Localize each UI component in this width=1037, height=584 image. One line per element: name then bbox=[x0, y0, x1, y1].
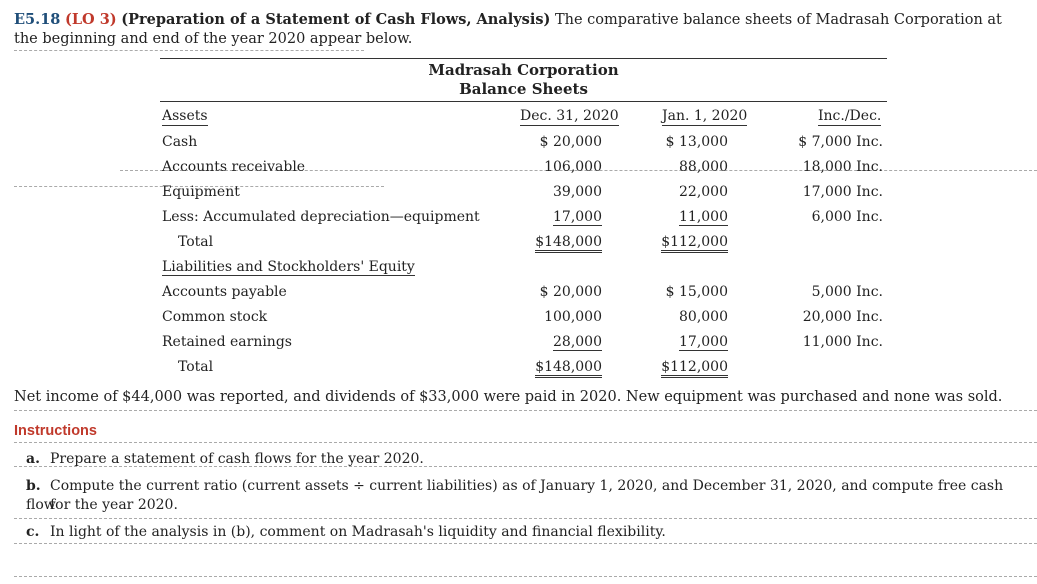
liabilities-heading: Liabilities and Stockholders' Equity bbox=[162, 259, 415, 275]
re-dec: 28,000 bbox=[553, 334, 602, 350]
instruction-c-letter: c. bbox=[26, 524, 40, 540]
instruction-b-text: Compute the current ratio (current assets ÷ current liabilities) as of January 1, 2020, and December 31, 2020, and compute free cash flow bbox=[26, 478, 1004, 513]
divider bbox=[14, 50, 364, 51]
ap-change: 5,000 Inc. bbox=[811, 284, 883, 300]
column-jan-2020: Jan. 1, 2020 bbox=[662, 108, 748, 124]
cs-dec: 100,000 bbox=[544, 309, 602, 325]
divider bbox=[14, 543, 1037, 544]
exercise-heading bbox=[14, 10, 1024, 49]
equipment-jan: 22,000 bbox=[679, 184, 728, 200]
instruction-a bbox=[26, 450, 424, 469]
ar-change: 18,000 Inc. bbox=[802, 159, 883, 175]
liabilities-total-dec: $148,000 bbox=[500, 359, 602, 375]
liabilities-total-jan: $112,000 bbox=[640, 359, 728, 375]
assets-total-jan: $112,000 bbox=[640, 234, 728, 250]
column-dec-2020: Dec. 31, 2020 bbox=[520, 108, 619, 124]
statement-header-rule bbox=[160, 101, 887, 102]
divider bbox=[14, 410, 1037, 411]
column-change: Inc./Dec. bbox=[818, 108, 882, 124]
instruction-a-letter: a. bbox=[26, 451, 40, 467]
ar-dec: 106,000 bbox=[544, 159, 602, 175]
ap-dec: $ 20,000 bbox=[539, 284, 602, 300]
exercise-intro: The comparative balance sheets of Madrasah Corporation at the beginning and end of the year 2020 appear below. bbox=[14, 12, 1002, 47]
row-label-assets-total: Total bbox=[178, 234, 214, 250]
re-jan: 17,000 bbox=[679, 334, 728, 350]
row-label-accumulated-depreciation: Less: Accumulated depreciation—equipment bbox=[162, 209, 480, 225]
row-label-common-stock: Common stock bbox=[162, 309, 268, 325]
column-assets-label: Assets bbox=[162, 108, 208, 124]
row-label-accounts-receivable: Accounts receivable bbox=[162, 159, 306, 175]
row-label-liabilities-total: Total bbox=[178, 359, 214, 375]
instructions-heading: Instructions bbox=[14, 423, 97, 439]
assets-total-dec: $148,000 bbox=[500, 234, 602, 250]
divider bbox=[14, 576, 1037, 577]
accum-dep-dec: 17,000 bbox=[553, 209, 602, 225]
exercise-topic: (Preparation of a Statement of Cash Flows, Analysis) bbox=[121, 11, 551, 28]
cs-change: 20,000 Inc. bbox=[802, 309, 883, 325]
row-label-equipment: Equipment bbox=[162, 184, 240, 200]
statement-top-rule bbox=[160, 58, 887, 59]
ap-jan: $ 15,000 bbox=[665, 284, 728, 300]
company-name: Madrasah Corporation bbox=[428, 61, 619, 79]
accum-dep-change: 6,000 Inc. bbox=[811, 209, 883, 225]
row-label-retained-earnings: Retained earnings bbox=[162, 334, 292, 350]
note-text: Net income of $44,000 was reported, and dividends of $33,000 were paid in 2020. New equipment was purchased and none was sold. bbox=[14, 389, 1003, 405]
re-change: 11,000 Inc. bbox=[802, 334, 883, 350]
statement-name: Balance Sheets bbox=[459, 80, 588, 98]
instruction-b-continued: for the year 2020. bbox=[50, 497, 178, 513]
instruction-c-text: In light of the analysis in (b), comment on Madrasah's liquidity and financial flexibility. bbox=[50, 524, 666, 540]
equipment-dec: 39,000 bbox=[553, 184, 602, 200]
instruction-c bbox=[26, 523, 666, 542]
instruction-a-text: Prepare a statement of cash flows for the year 2020. bbox=[50, 451, 424, 467]
accum-dep-jan: 11,000 bbox=[679, 209, 728, 225]
ar-jan: 88,000 bbox=[679, 159, 728, 175]
cash-jan: $ 13,000 bbox=[665, 134, 728, 150]
cash-dec: $ 20,000 bbox=[539, 134, 602, 150]
learning-objective: (LO 3) bbox=[64, 11, 117, 28]
divider bbox=[14, 518, 1037, 519]
divider bbox=[14, 442, 1037, 443]
instruction-b-letter: b. bbox=[26, 478, 41, 494]
cs-jan: 80,000 bbox=[679, 309, 728, 325]
row-label-accounts-payable: Accounts payable bbox=[162, 284, 287, 300]
cash-change: $ 7,000 Inc. bbox=[798, 134, 883, 150]
row-label-cash: Cash bbox=[162, 134, 198, 150]
equipment-change: 17,000 Inc. bbox=[802, 184, 883, 200]
exercise-number: E5.18 bbox=[14, 11, 61, 28]
